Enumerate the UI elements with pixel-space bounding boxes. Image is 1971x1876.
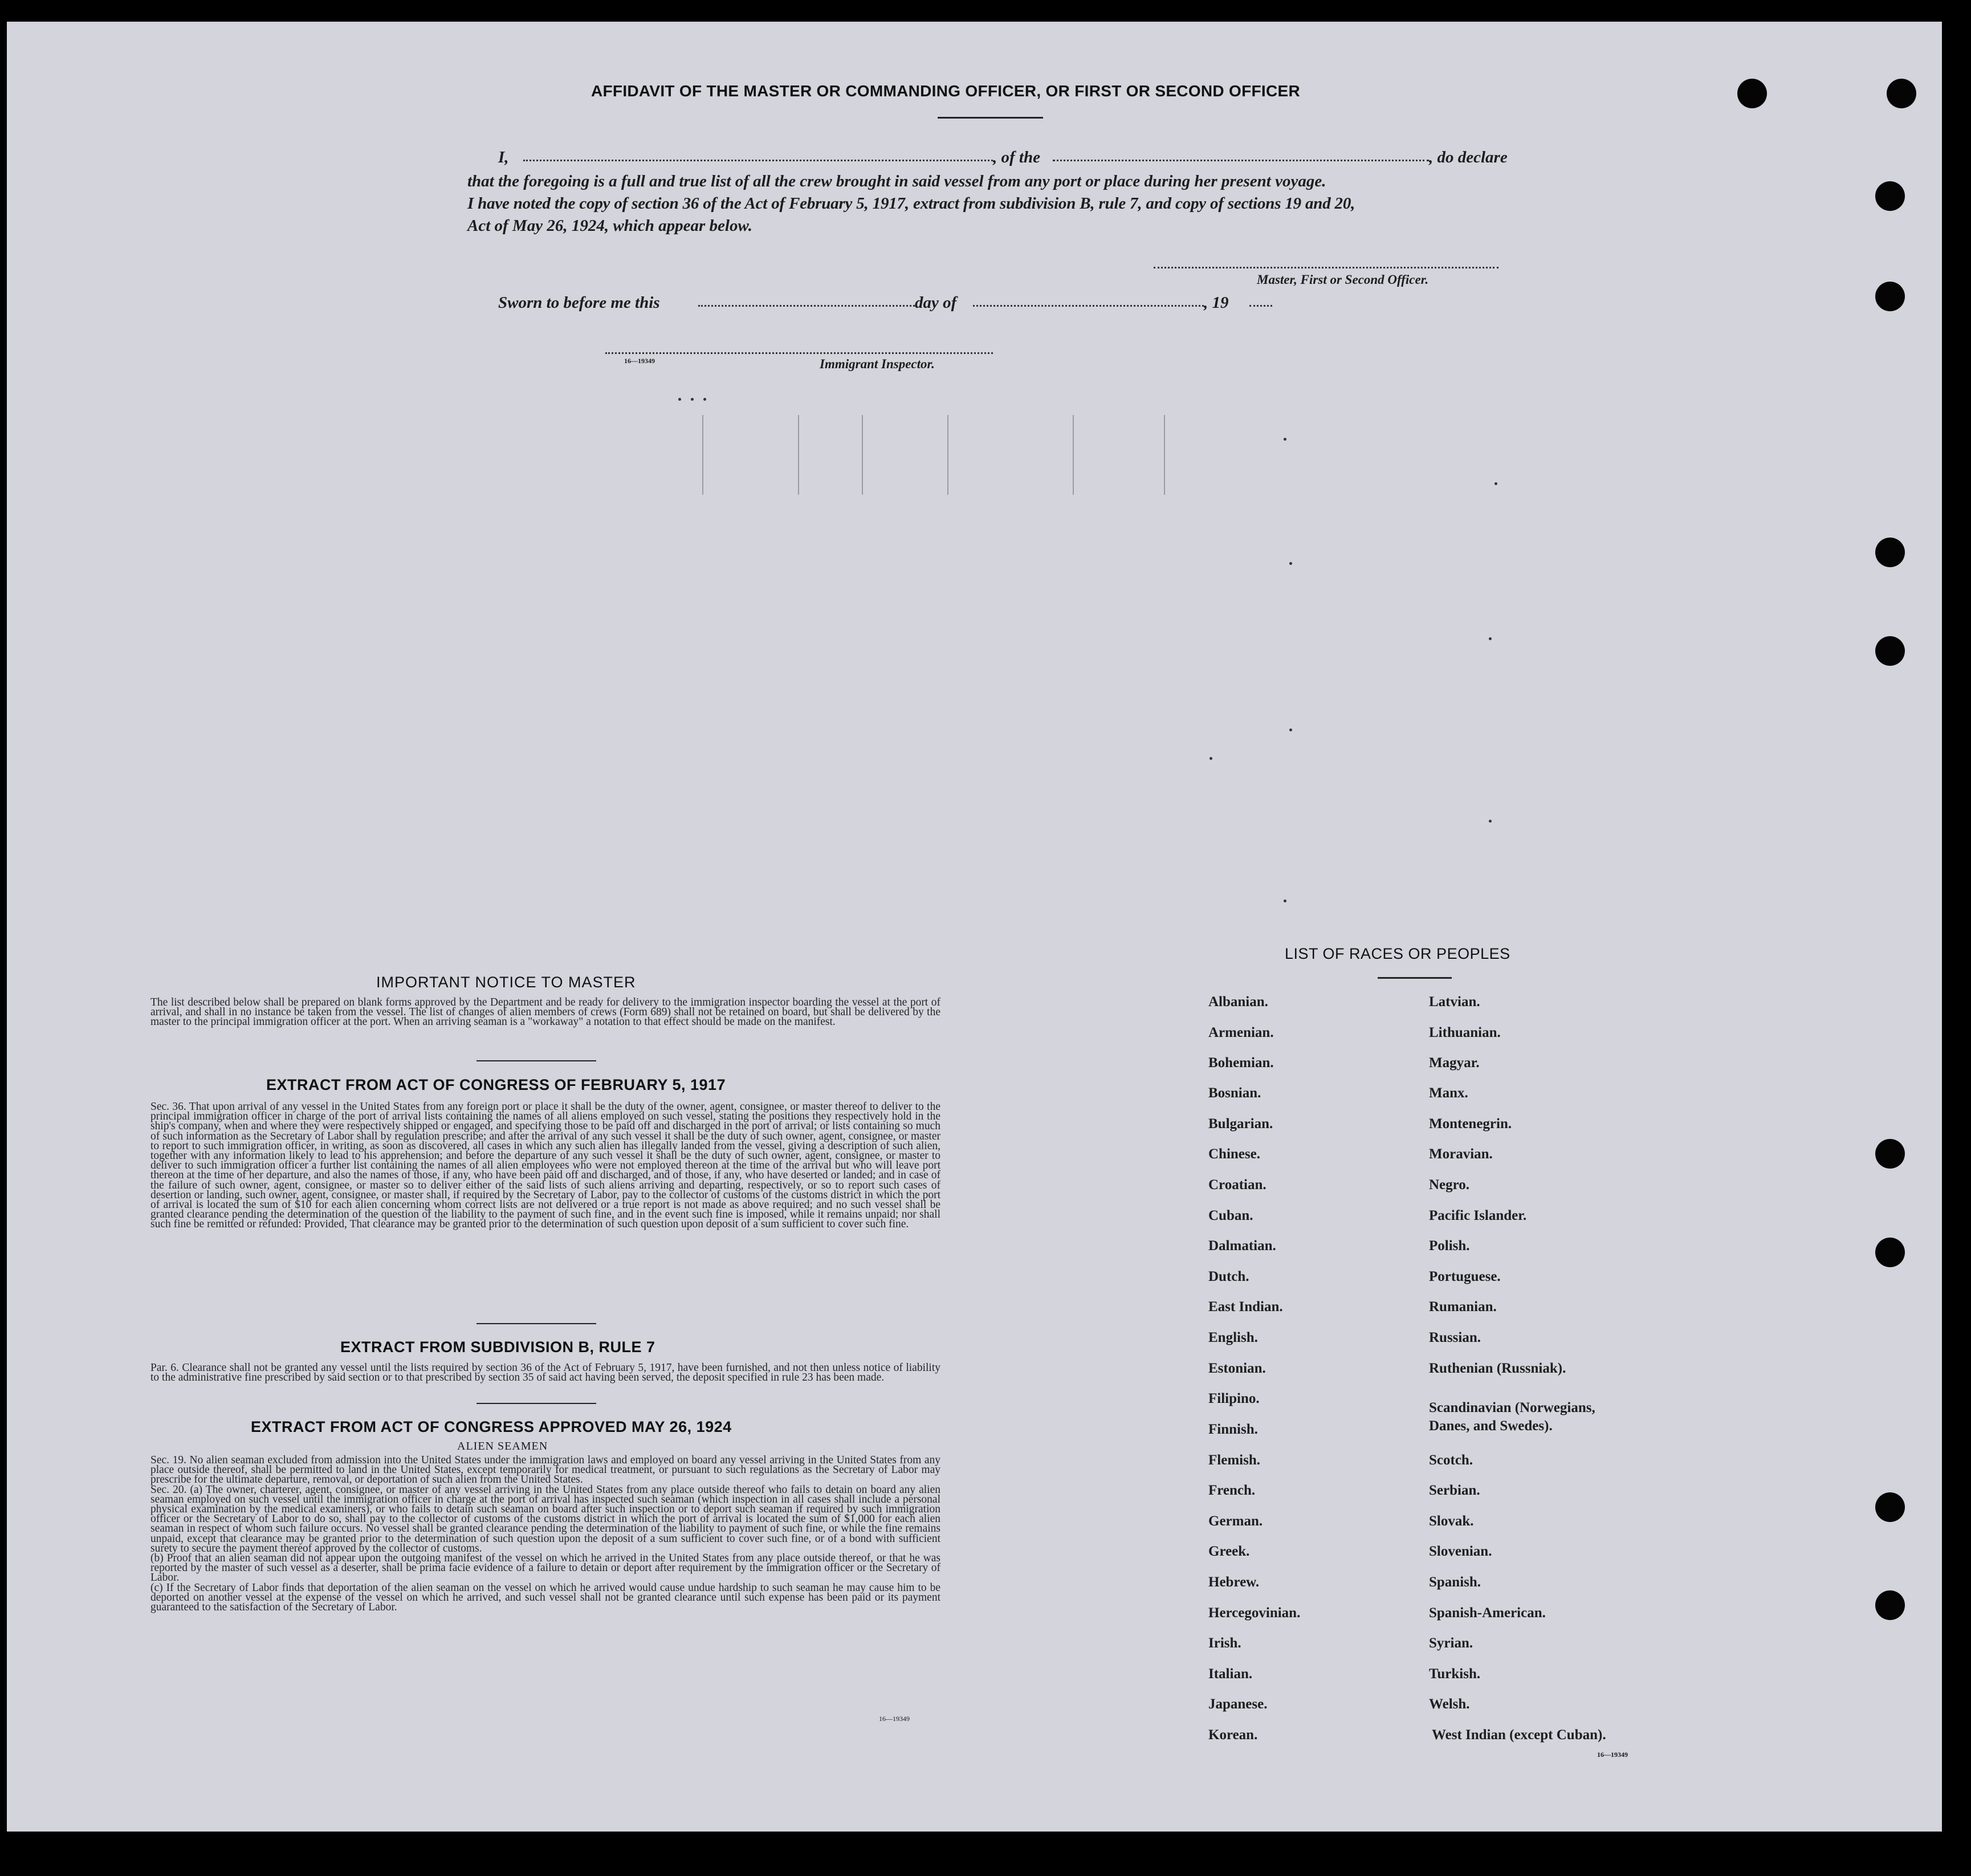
binder-hole xyxy=(1875,636,1905,666)
race-item: Welsh. xyxy=(1429,1696,1470,1712)
alien-seamen-subtitle: ALIEN SEAMEN xyxy=(457,1440,548,1452)
race-item: Chinese. xyxy=(1208,1146,1260,1162)
race-item: Manx. xyxy=(1429,1085,1468,1101)
paper-speck xyxy=(1289,562,1292,565)
race-item: Dutch. xyxy=(1208,1269,1249,1284)
notice-rule xyxy=(477,1060,596,1061)
races-form-number: 16—19349 xyxy=(1597,1751,1628,1759)
sec-19-text: Sec. 19. No alien seaman excluded from admission into the United States under the immigration laws and employed on board any vessel arriving in the United States from any place outside thereof, shall be permitted to land in the United States, except temporarily for medical treatment, or pursuant to such regulations as the Secretary of Labor may prescribe for the ultimate departure, removal, or deportation of such alien from the United States. xyxy=(150,1454,940,1486)
race-item: Montenegrin. xyxy=(1429,1116,1512,1132)
sworn-year-field[interactable] xyxy=(1249,305,1272,307)
binder-hole xyxy=(1875,1139,1905,1169)
document-sheet xyxy=(7,22,1942,1832)
race-item: Irish. xyxy=(1208,1635,1241,1651)
race-item: Bulgarian. xyxy=(1208,1116,1273,1132)
paper-speck xyxy=(1284,900,1286,902)
ghost-ruling xyxy=(702,415,703,495)
binder-hole xyxy=(1875,181,1905,211)
race-item: Spanish-American. xyxy=(1429,1605,1546,1621)
race-item: Armenian. xyxy=(1208,1025,1274,1040)
inspector-label: Immigrant Inspector. xyxy=(820,357,935,371)
race-item: Hebrew. xyxy=(1208,1574,1260,1590)
extract-1917-rule xyxy=(477,1323,596,1324)
master-signature-field[interactable] xyxy=(1154,267,1498,268)
notice-body xyxy=(138,998,940,1027)
sworn-year: , 19 xyxy=(1204,294,1229,312)
ghost-ruling xyxy=(947,415,948,495)
crew-master-name-field[interactable] xyxy=(523,160,993,161)
race-item: Japanese. xyxy=(1208,1696,1268,1712)
race-item: Scotch. xyxy=(1429,1452,1473,1468)
sec-36-text: Sec. 36. That upon arrival of any vessel in the United States from any foreign port or place it shall be the duty of the owner, agent, consignee, or master thereof to deliver to the principal immigration officer in charge of the port of arrival lists containing the names of all aliens employed on such vessel, stating the positions they respectively hold in the ship's company, when and where they were respectively shipped or engaged, and specifying those to be paid off and discharged in the port of arrival; or lists containing so much of such information as the Secretary of Labor shall by regulation prescribe; and after the arrival of any such vessel it shall be the duty of such owner, agent, consignee, or master to report to such immigration officer, in writing, as soon as discovered, all cases in which any such alien has illegally landed from the vessel, giving a description of such alien, together with any information likely to lead to his apprehension; and before the departure of any such vessel it shall be the duty of such owner, agent, consignee, or master to deliver to such immigration officer a further list containing the names of all alien employees who were not employed thereon at the time of the arrival but who will leave port thereon at the time of her departure, and also the names of those, if any, who have been paid off and discharged, and of those, if any, who have deserted or landed; and in case of the failure of such owner, agent, consignee, or master so to deliver either of the said lists of such aliens arriving and departing, respectively, or so to report such cases of desertion or landing, such owner, agent, consignee, or master shall, if required by the Secretary of Labor, pay to the collector of customs of the customs district in which the port of arrival is located the sum of $10 for each alien concerning whom correct lists are not delivered or a true report is not made as above required; and no such vessel shall be granted clearance pending the determination of the question of the liability to the payment of such fine, and in the event such fine is imposed, while it remains unpaid; nor shall such fine be remitted or refunded: Provided, That clearance may be granted prior to the determination of such question upon deposit of a sum sufficient to cover such fine. xyxy=(150,1101,940,1231)
race-item: English. xyxy=(1208,1330,1258,1345)
ghost-ruling xyxy=(862,415,863,495)
race-item: Rumanian. xyxy=(1429,1299,1497,1315)
race-item: Russian. xyxy=(1429,1330,1481,1345)
binder-hole xyxy=(1875,1590,1905,1620)
race-item: West Indian (except Cuban). xyxy=(1432,1727,1606,1743)
paper-speck xyxy=(1284,438,1286,441)
race-item: Italian. xyxy=(1208,1666,1253,1682)
affidavit-line-1 xyxy=(498,148,509,167)
binder-hole xyxy=(1875,1492,1905,1522)
race-item: Polish. xyxy=(1429,1238,1470,1254)
race-item: Syrian. xyxy=(1429,1635,1473,1651)
race-item: Negro. xyxy=(1429,1177,1470,1193)
affidavit-line-4: Act of May 26, 1924, which appear below. xyxy=(467,217,752,235)
paper-speck xyxy=(1489,820,1492,823)
race-item: Hercegovinian. xyxy=(1208,1605,1301,1621)
paper-speck xyxy=(678,398,681,401)
extract-rule7-rule xyxy=(477,1403,596,1404)
inspector-signature-field[interactable] xyxy=(605,352,993,354)
master-signature-label: Master, First or Second Officer. xyxy=(1257,272,1429,287)
race-item: Cuban. xyxy=(1208,1208,1253,1223)
binder-hole xyxy=(1875,538,1905,567)
sworn-prefix: Sworn to before me this xyxy=(498,294,660,312)
race-item: Albanian. xyxy=(1208,994,1268,1010)
race-item: Dalmatian. xyxy=(1208,1238,1276,1254)
affidavit-declare: , do declare xyxy=(1429,148,1508,166)
race-item: Bosnian. xyxy=(1208,1085,1261,1101)
race-item: Turkish. xyxy=(1429,1666,1481,1682)
binder-hole xyxy=(1737,79,1767,108)
race-item: Scandinavian (Norwegians, Danes, and Swedes). xyxy=(1429,1400,1595,1434)
vessel-name-field[interactable] xyxy=(1053,160,1429,161)
race-item: Croatian. xyxy=(1208,1177,1267,1193)
race-item: Bohemian. xyxy=(1208,1055,1274,1071)
par-6-text: Par. 6. Clearance shall not be granted any vessel until the lists required by section 36 of the Act of February 5, 1917, have been furnished, and not then unless notice of liability to the administrative fine prescribed by said section or to that prescribed by section 35 of said act having been served, the deposit specified in rule 23 has been made. xyxy=(150,1362,940,1384)
paper-speck xyxy=(703,398,706,401)
binder-hole xyxy=(1875,1238,1905,1267)
race-item: Serbian. xyxy=(1429,1483,1480,1498)
paper-speck xyxy=(1494,482,1497,485)
ghost-ruling xyxy=(1073,415,1074,495)
races-title: LIST OF RACES OR PEOPLES xyxy=(1285,945,1510,962)
race-item: Estonian. xyxy=(1208,1361,1266,1376)
paper-speck xyxy=(1210,757,1212,760)
race-item: Slovenian. xyxy=(1429,1544,1492,1559)
race-item: German. xyxy=(1208,1513,1263,1529)
extract-1924-body xyxy=(138,1455,940,1612)
extract-rule7-title: EXTRACT FROM SUBDIVISION B, RULE 7 xyxy=(340,1338,655,1356)
sec-20a-text: Sec. 20. (a) The owner, charterer, agent, consignee, or master of any vessel arriving in the United States from any place outside thereof who fails to detain on board any alien seaman employed on such vessel until the immigration officer in charge at the port of arrival has inspected such seaman (which inspection in all cases shall include a personal physical examination by the medical examiners), or who fails to detain such seaman on board after such inspection or to deport such seaman if required by such immigration officer or the Secretary of Labor to do so, shall pay to the collector of customs of the customs district in which the port of arrival is located the sum of $1,000 for each alien seaman in respect of whom such failure occurs. No vessel shall be granted clearance pending the determination of the liability to payment of such fine, or while the fine remains unpaid, except that clearance may be granted prior to the determination of such question upon the deposit of a sum sufficient to cover such fine, or of a bond with sufficient surety to secure the payment thereof approved by the collector of customs. xyxy=(150,1483,940,1554)
affidavit-i: I, xyxy=(498,148,509,166)
paper-speck xyxy=(1489,637,1492,640)
race-item: Portuguese. xyxy=(1429,1269,1501,1284)
notice-title: IMPORTANT NOTICE TO MASTER xyxy=(376,974,636,991)
race-item: French. xyxy=(1208,1483,1256,1498)
sworn-day-field[interactable] xyxy=(698,305,915,307)
ghost-ruling xyxy=(1164,415,1165,495)
race-item: Slovak. xyxy=(1429,1513,1474,1529)
affidavit-form-number: 16—19349 xyxy=(624,357,655,365)
race-item: Filipino. xyxy=(1208,1391,1260,1406)
races-title-rule xyxy=(1378,977,1452,979)
affidavit-of-the: , of the xyxy=(993,148,1040,166)
paper-speck xyxy=(691,398,694,401)
ghost-ruling xyxy=(798,415,799,495)
race-item: Ruthenian (Russniak). xyxy=(1429,1361,1566,1376)
extract-rule7-body xyxy=(138,1363,940,1382)
sworn-month-field[interactable] xyxy=(973,305,1204,307)
race-item: Spanish. xyxy=(1429,1574,1481,1590)
affidavit-line-3: I have noted the copy of section 36 of the Act of February 5, 1917, extract from subdivision B, rule 7, and copy of sections 19 and 20, xyxy=(467,194,1355,213)
extract-1917-title: EXTRACT FROM ACT OF CONGRESS OF FEBRUARY 5, 1917 xyxy=(266,1076,726,1093)
notice-text: The list described below shall be prepared on blank forms approved by the Department and be ready for delivery to the immigration inspector boarding the vessel at the port of arrival, and shall in no instance be taken from the vessel. The list of changes of alien members of crews (Form 689) shall not be retained on board, but shall be delivered by the master to the principal immigration officer at the port. When an arriving seaman is a "workaway" a notation to that effect should be made on the manifest. xyxy=(150,996,940,1028)
affidavit-title-rule xyxy=(938,117,1043,119)
race-item: Pacific Islander. xyxy=(1429,1208,1527,1223)
race-item: Moravian. xyxy=(1429,1146,1493,1162)
race-item: East Indian. xyxy=(1208,1299,1283,1315)
race-item: Flemish. xyxy=(1208,1452,1260,1468)
sworn-day-of: day of xyxy=(915,294,957,312)
binder-hole xyxy=(1887,79,1916,108)
race-item: Finnish. xyxy=(1208,1422,1258,1437)
race-item: Korean. xyxy=(1208,1727,1258,1743)
extract-1924-form-number: 16—19349 xyxy=(879,1715,910,1723)
sec-20b-text: (b) Proof that an alien seaman did not appear upon the outgoing manifest of the vessel on which he arrived in the United States from any place outside thereof, or that he was reported by the master of such vessel as a deserter, shall be prima facie evidence of a failure to detain or deport after requirement by the immigration officer or the Secretary of Labor. xyxy=(150,1552,940,1584)
affidavit-line-2: that the foregoing is a full and true list of all the crew brought in said vessel from any port or place during her present voyage. xyxy=(467,172,1326,190)
affidavit-title: AFFIDAVIT OF THE MASTER OR COMMANDING OFFICER, OR FIRST OR SECOND OFFICER xyxy=(591,82,1301,100)
paper-speck xyxy=(1289,729,1292,731)
binder-hole xyxy=(1875,282,1905,311)
sec-20c-text: (c) If the Secretary of Labor finds that deportation of the alien seaman on the vessel on which he arrived would cause undue hardship to such seaman he may cause him to be deported on another vessel at the expense of the vessel on which he arrived, and such vessel shall not be granted clearance until such expense has been paid or its payment guaranteed to the satisfaction of the Secretary of Labor. xyxy=(150,1581,940,1614)
race-item: Greek. xyxy=(1208,1544,1250,1559)
race-item: Latvian. xyxy=(1429,994,1480,1010)
race-item: Lithuanian. xyxy=(1429,1025,1501,1040)
race-item: Magyar. xyxy=(1429,1055,1480,1071)
extract-1917-body xyxy=(138,1102,940,1230)
extract-1924-title: EXTRACT FROM ACT OF CONGRESS APPROVED MAY 26, 1924 xyxy=(251,1418,732,1435)
